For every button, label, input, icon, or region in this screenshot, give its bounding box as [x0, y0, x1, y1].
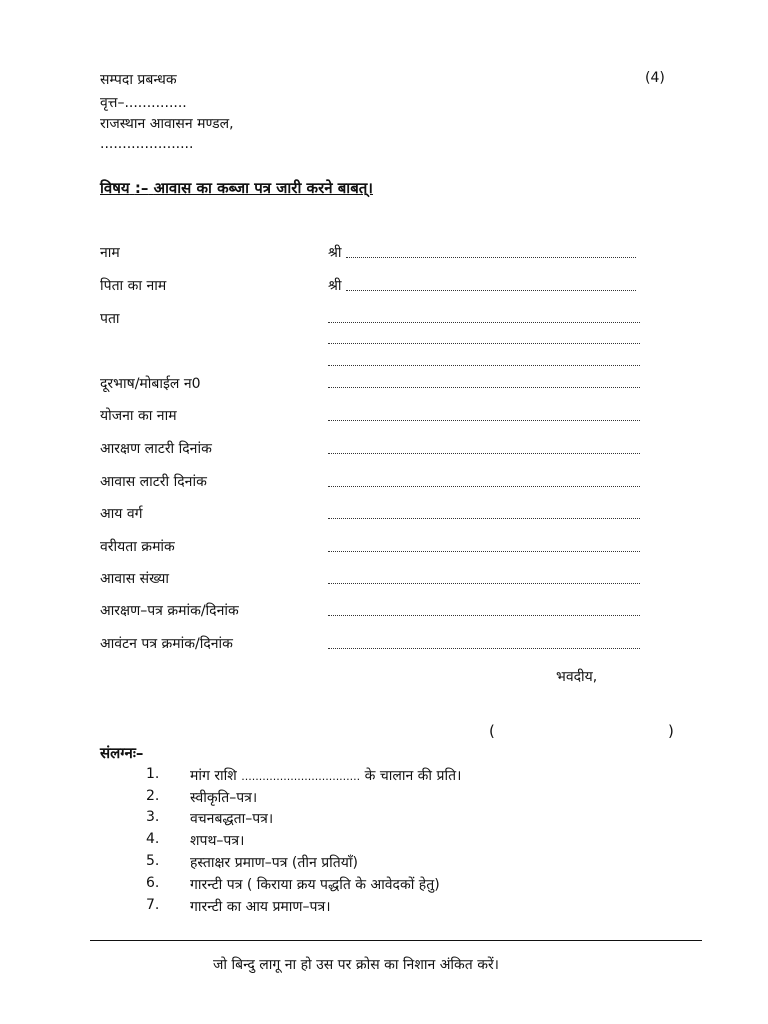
attachment-number: 4.: [146, 831, 160, 847]
subject-text: आवास का कब्जा पत्र जारी करने बाबत्।: [153, 179, 373, 197]
field-blank-housing-lottery-date[interactable]: [328, 486, 640, 487]
signature-paren-close: ): [668, 722, 674, 740]
attachment-item: गारन्टी पत्र ( किराया क्रय पद्धति के आवेदकों हेतु): [190, 877, 440, 893]
attachments-heading: संलग्नः–: [100, 744, 144, 762]
field-prefix-name: श्री: [328, 245, 342, 261]
board-name: राजस्थान आवासन मण्डल,: [100, 116, 234, 132]
footer-divider: [90, 940, 702, 941]
attachment-number: 3.: [146, 809, 160, 825]
field-blank-name[interactable]: [346, 257, 636, 258]
field-blank-house-number[interactable]: [328, 583, 640, 584]
attachment-item: स्वीकृति–पत्र।: [190, 790, 258, 806]
field-blank-income-group[interactable]: [328, 518, 640, 519]
attachment-text-suffix: के चालान की प्रति।: [364, 768, 462, 784]
page-number: (4): [645, 70, 665, 86]
field-label-address: पता: [100, 311, 120, 327]
field-blank-father-name[interactable]: [346, 290, 636, 291]
field-label-phone: दूरभाष/मोबाईल न0: [100, 376, 201, 392]
attachment-number: 2.: [146, 788, 160, 804]
field-prefix-father-name: श्री: [328, 278, 342, 294]
field-label-scheme: योजना का नाम: [100, 408, 177, 424]
attachment-item: गारन्टी का आय प्रमाण–पत्र।: [190, 899, 331, 915]
attachment-text: मांग राशि: [190, 768, 237, 784]
subject-label: विषय: [100, 179, 130, 197]
attachment-blank[interactable]: ..................................: [241, 770, 361, 783]
attachment-number: 6.: [146, 875, 160, 891]
attachment-item: हस्ताक्षर प्रमाण–पत्र (तीन प्रतियाँ): [190, 855, 358, 871]
attachment-number: 5.: [146, 853, 160, 869]
attachment-item: शपथ–पत्र।: [190, 833, 245, 849]
field-blank-priority-number[interactable]: [328, 551, 640, 552]
field-blank-address-2[interactable]: [328, 343, 640, 344]
attachment-item: वचनबद्धता–पत्र।: [190, 811, 274, 827]
subject-line: [100, 178, 373, 198]
field-label-housing-lottery-date: आवास लाटरी दिनांक: [100, 474, 207, 490]
attachment-number: 7.: [146, 897, 160, 913]
attachment-number: 1.: [146, 766, 160, 782]
field-label-income-group: आय वर्ग: [100, 506, 143, 522]
circle-line: वृत्त–..............: [100, 95, 187, 111]
attachment-item: [190, 766, 461, 785]
field-blank-phone[interactable]: [328, 387, 640, 388]
field-blank-allotment-letter[interactable]: [328, 648, 640, 649]
address-blank: .....................: [100, 136, 194, 152]
field-label-reservation-letter: आरक्षण–पत्र क्रमांक/दिनांक: [100, 603, 239, 619]
field-label-priority-number: वरीयता क्रमांक: [100, 539, 175, 555]
field-blank-reservation-letter[interactable]: [328, 615, 640, 616]
field-label-house-number: आवास संख्या: [100, 571, 170, 587]
field-label-reservation-lottery-date: आरक्षण लाटरी दिनांक: [100, 441, 212, 457]
field-blank-scheme[interactable]: [328, 420, 640, 421]
subject-separator: :–: [134, 179, 149, 197]
addressee-title: सम्पदा प्रबन्धक: [100, 72, 177, 88]
field-label-name: नाम: [100, 245, 120, 261]
field-label-allotment-letter: आवंटन पत्र क्रमांक/दिनांक: [100, 636, 233, 652]
signature-paren-open: (: [489, 722, 495, 740]
yours-faithfully: भवदीय,: [556, 669, 598, 685]
field-blank-address-3[interactable]: [328, 365, 640, 366]
field-blank-reservation-lottery-date[interactable]: [328, 453, 640, 454]
field-blank-address-1[interactable]: [328, 322, 640, 323]
field-label-father-name: पिता का नाम: [100, 278, 167, 294]
footer-note: जो बिन्दु लागू ना हो उस पर क्रोस का निशान अंकित करें।: [213, 957, 499, 973]
